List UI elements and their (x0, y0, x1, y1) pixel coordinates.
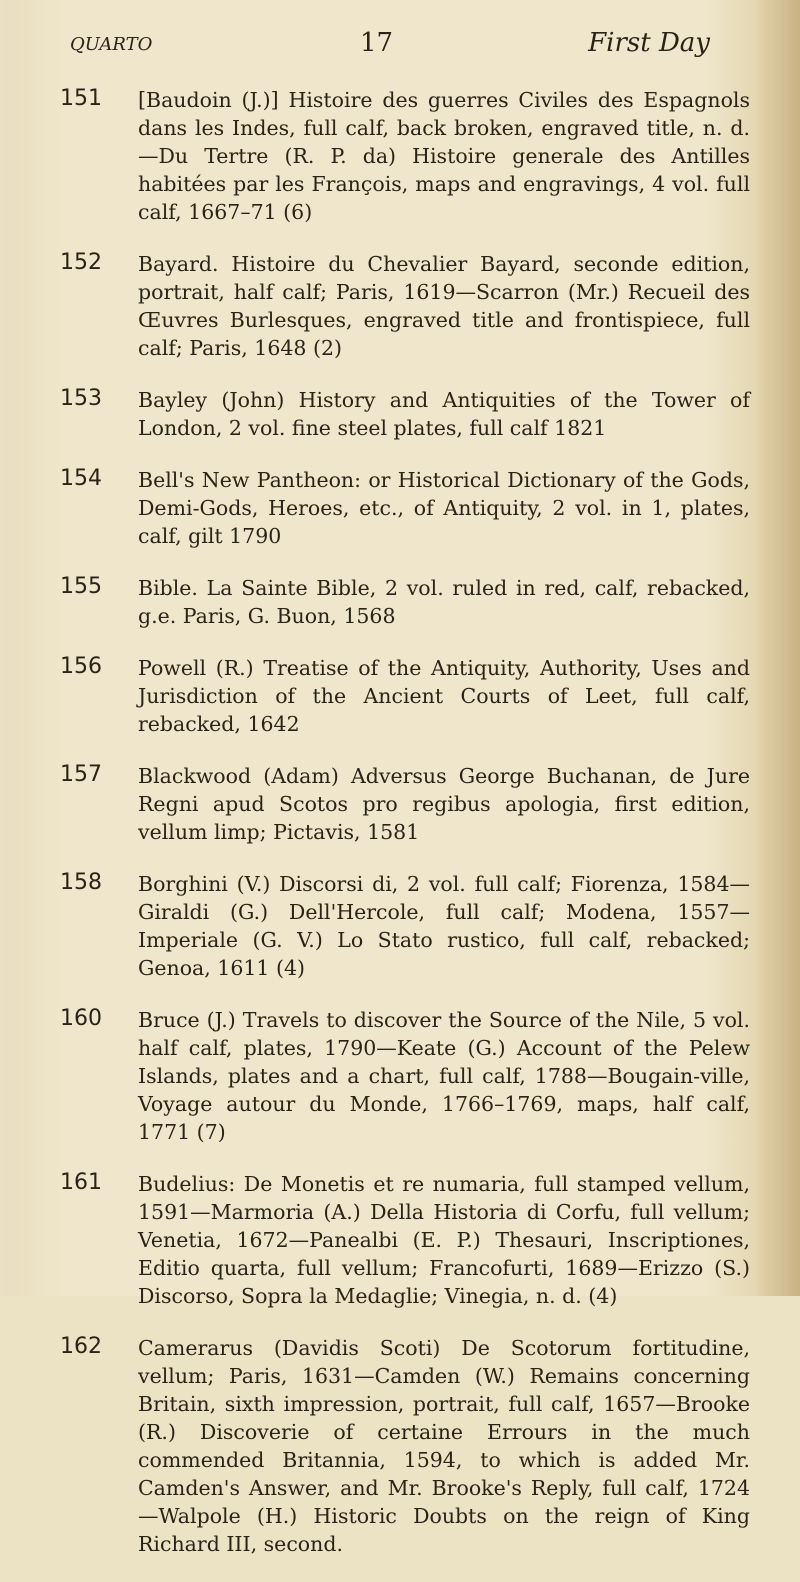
lot-description: Camerarus (Davidis Scoti) De Scotorum fortitudine, vellum; Paris, 1631—Camden (W.) Remains concerning Britain, sixth impression, portrait, full calf, 1657—Brooke (R.) Discoverie of certaine Errours in the much commended Britannia, 1594, to which is added Mr. Camden's Answer, and Mr. Brooke's Reply, full calf, 1724—Walpole (H.) Historic Doubts on the reign of King Richard III, second. (138, 1336, 750, 1556)
page-edge-right (754, 0, 800, 1296)
lot-description: Powell (R.) Treatise of the Antiquity, Authority, Uses and Jurisdiction of the Ancient Courts of Leet, full calf, rebacked, 1642 (138, 656, 750, 736)
lot-number: 157 (60, 762, 102, 787)
page-number: 17 (360, 28, 394, 58)
lot-entry (60, 762, 750, 846)
lot-description: Blackwood (Adam) Adversus George Buchanan, de Jure Regni apud Scotos pro regibus apologia, first edition, vellum limp; Pictavis, 1581 (138, 764, 750, 844)
lot-entry (60, 1334, 750, 1558)
lot-description: Bayley (John) History and Antiquities of the Tower of London, 2 vol. fine steel plates, full calf 1821 (138, 388, 750, 440)
lot-entry (60, 1170, 750, 1310)
lot-entry (60, 1006, 750, 1146)
lot-number: 155 (60, 574, 102, 599)
lot-entry (60, 86, 750, 226)
lot-number: 154 (60, 466, 102, 491)
lot-description: [Baudoin (J.)] Histoire des guerres Civiles des Espagnols dans les Indes, full calf, back broken, engraved title, n. d.—Du Tertre (R. P. da) Histoire generale des Antilles habitées par les François, maps and engravings, 4 vol. full calf, 1667–71 (6) (138, 88, 750, 224)
lot-entry (60, 574, 750, 630)
lot-description: Bible. La Sainte Bible, 2 vol. ruled in red, calf, rebacked, g.e. Paris, G. Buon, 1568 (138, 576, 750, 628)
lot-list (60, 86, 750, 1582)
running-title: First Day (588, 28, 710, 58)
lot-number: 153 (60, 386, 102, 411)
lot-entry (60, 654, 750, 738)
lot-entry (60, 386, 750, 442)
lot-number: 152 (60, 250, 102, 275)
lot-description: Bayard. Histoire du Chevalier Bayard, seconde edition, portrait, half calf; Paris, 1619—Scarron (Mr.) Recueil des Œuvres Burlesques, engraved title and frontispiece, full calf; Paris, 1648 (2) (138, 252, 750, 360)
lot-entry (60, 466, 750, 550)
lot-entry (60, 870, 750, 982)
lot-number: 160 (60, 1006, 102, 1031)
lot-number: 156 (60, 654, 102, 679)
page-header (70, 28, 710, 68)
lot-description: Borghini (V.) Discorsi di, 2 vol. full calf; Fiorenza, 1584—Giraldi (G.) Dell'Hercole, full calf; Modena, 1557—Imperiale (G. V.) Lo Stato rustico, full calf, rebacked; Genoa, 1611 (4) (138, 872, 750, 980)
lot-entry (60, 250, 750, 362)
lot-description: Bell's New Pantheon: or Historical Dictionary of the Gods, Demi-Gods, Heroes, etc., of Antiquity, 2 vol. in 1, plates, calf, gilt 1790 (138, 468, 750, 548)
lot-number: 162 (60, 1334, 102, 1359)
lot-description: Bruce (J.) Travels to discover the Source of the Nile, 5 vol. half calf, plates, 1790—Keate (G.) Account of the Pelew Islands, plates and a chart, full calf, 1788—Bougain-ville, Voyage autour du Monde, 1766–1769, maps, half calf, 1771 (7) (138, 1008, 750, 1144)
lot-description: Budelius: De Monetis et re numaria, full stamped vellum, 1591—Marmoria (A.) Della Historia di Corfu, full vellum; Venetia, 1672—Panealbi (E. P.) Thesauri, Inscriptiones, Editio quarta, full vellum; Francofurti, 1689—Erizzo (S.) Discorso, Sopra la Medaglie; Vinegia, n. d. (4) (138, 1172, 750, 1308)
lot-number: 158 (60, 870, 102, 895)
lot-number: 161 (60, 1170, 102, 1195)
lot-number: 151 (60, 86, 102, 111)
page-edge-left (0, 0, 30, 1296)
header-left-mark: QUARTO (70, 34, 153, 55)
